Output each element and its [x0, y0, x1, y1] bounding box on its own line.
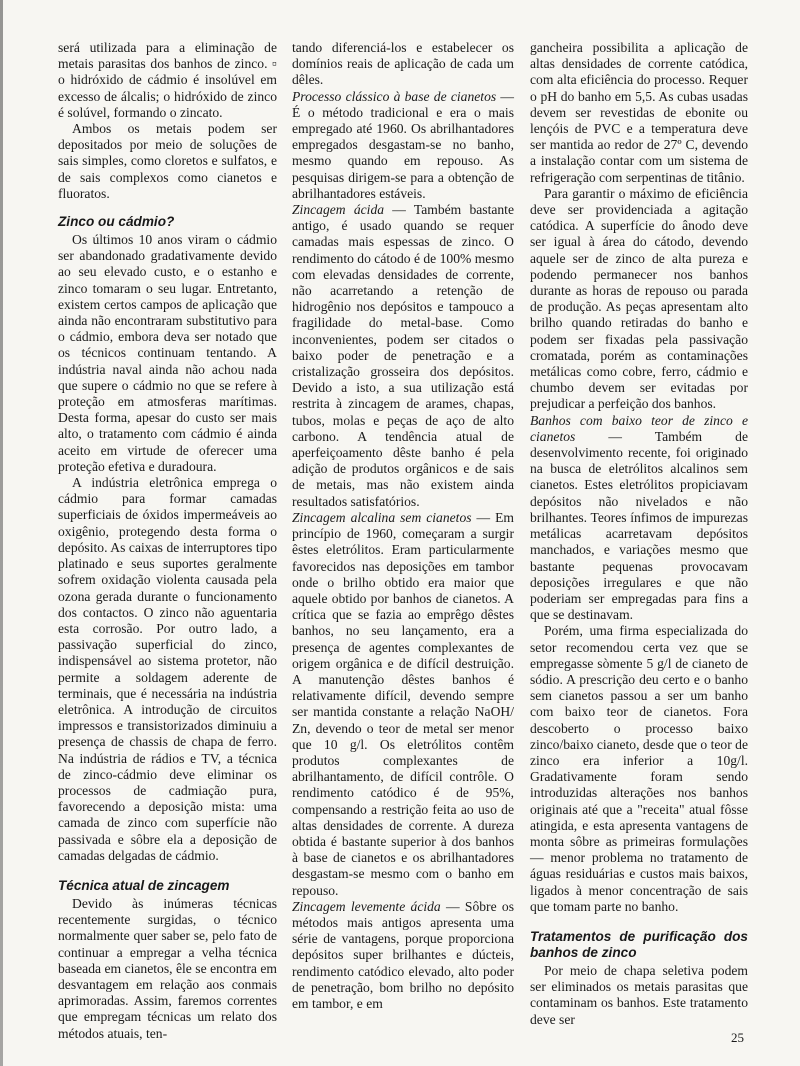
subsection-title: Banhos com baixo teor de zinco e cianetos: [530, 412, 748, 444]
scan-edge: [0, 0, 3, 1066]
paragraph-text: — É o método tradicional e era o mais empregado até 1960. Os abrilhantadores empregados desgastam-se no banho, mesmo quando em repouso. As pesquisas dirigem-se para a obtenção de abrilhantadores estáveis.: [292, 88, 514, 201]
paragraph: A indústria eletrônica emprega o cádmio para formar camadas superficiais de óxidos impermeáveis ao oxigênio, protegendo desta forma o depósito. As caixas de interruptores tipo platinado e seus suportes geralmente sofrem oxidação violenta causada pela ozona gerada durante o funcionamento dos contactos. O zinco não aguentaria esta corrosão. Por outro lado, a passivação superficial do zinco, indispensável ao sistema protetor, não permite a soldagem aderente de terminais, que é necessária na indústria eletrônica. A introdução de circuitos impressos e transistorizados diminuiu a presença de chassis de chapa de ferro. Na indústria de rádios e TV, a técnica de zinco-cádmio deve eliminar os processos de cadmiação pura, favorecendo a deposição mista: uma camada de zinco com superfície não passivada e sôbre ela a deposição de camadas delgadas de cádmio.: [58, 475, 277, 863]
paragraph: tando diferenciá-los e estabelecer os domínios reais de aplicação de cada um dêles.: [292, 40, 514, 88]
section-heading: Técnica atual de zincagem: [58, 877, 230, 893]
column-3: [530, 40, 748, 1028]
paragraph: Por meio de chapa seletiva podem ser eliminados os metais parasitas que contaminam os banhos. Este tratamento deve ser: [530, 962, 748, 1027]
column-1: [58, 40, 277, 1042]
paragraph-text: — Sôbre os métodos mais antigos apresenta uma série de vantagens, porque proporciona depósitos super brilhantes e dúcteis, rendimento catódico elevado, alto poder de penetração, bom brilho no depósito em tambor, e em: [292, 898, 514, 1011]
paragraph-text: — Também bastante antigo, é usado quando se requer camadas mais espessas de zinco. O rendimento do cátodo é de 100% mesmo com elevadas densidades de corrente, não acarretando a retenção de hidrogênio nos depósitos e tampouco a fragilidade do metal-base. Como inconvenientes, podem ser citados o baixo poder de penetração e a cristalização grosseira dos depósitos. Devido a isto, a sua utilização está restrita à zincagem de arames, chapas, tubos, molas e peças de aço de alto carbono. A tendência atual de aperfeiçoamento dêste banho é pela adição de produtos orgânicos e de sais de metais, mas não existem ainda resultados satisfatórios.: [292, 202, 514, 509]
page-number: 25: [731, 1030, 744, 1045]
paragraph: Porém, uma firma especializada do setor recomendou certa vez que se empregasse sòmente 5 g/l de cianeto de sódio. A prescrição deu certo e o banho sem cianetos passou a ser um banho com baixo teor de cianetos. Fora descoberto o processo baixo zinco/baixo cianeto, desde que o teor de zinco era inferior a 10g/l. Gradativamente foram sendo introduzidas alterações nos banhos originais até que a "receita" atual fôsse atingida, e esta apresenta vantagens de monta sôbre as primeiras formulações — menor problema no tratamento de águas residuárias e custos mais baixos, ligados à menor concentração de sais que tomam parte no banho.: [530, 623, 748, 914]
section-heading: Tratamentos de purificação dos banhos de zinco: [530, 928, 748, 960]
paragraph: gancheira possibilita a aplicação de altas densidades de corrente catódica, com alta eficiência do processo. Requer o pH do banho em 5,5. As cubas usadas devem ser revestidas de ebonite ou lençóis de PVC e a temperatura deve ser mantida ao redor de 27º C, devendo a instalação contar com um sistema de refrigeração com serpentinas de titânio.: [530, 40, 748, 185]
subsection-title: Processo clássico à base de cianetos: [292, 88, 497, 104]
subsection-title: Zincagem levemente ácida: [292, 898, 441, 914]
paragraph: [292, 510, 514, 899]
paragraph: [530, 413, 748, 624]
paragraph: Para garantir o máximo de eficiência deve ser providenciada a agitação catódica. A superfície do ânodo deve ser igual à área do cátodo, devendo aquele ser de zinco de alta pureza e podendo permanecer nos banhos durante as horas de repouso ou parada de produção. As peças apresentam alto brilho quando retiradas do banho e podem ser fixadas pela passivação cromatada, porém as contaminações metálicas como cobre, ferro, cádmio e chumbo devem ser evitadas por prejudicar a perfeição dos banhos.: [530, 185, 748, 412]
paragraph-text: — Também de desenvolvimento recente, foi originado na busca de eletrólitos alcalinos sem cianetos. Estes eletrólitos propiciavam depósitos não nivelados e não brilhantes. Teores ínfimos de impurezas metálicas acarretavam depósitos manchados, e variações mesmo que bastante pequenas provocavam deposições irregulares e que não poderiam ser empregadas para fins a que se destinavam.: [530, 428, 748, 623]
paragraph-text: — Em princípio de 1960, começaram a surgir êstes eletrólitos. Eram particularmente favorecidos nas deposições em tambor onde o brilho obtido era maior que aquele obtido por banhos de cianetos. A crítica que se fazia ao emprêgo dêstes banhos, no seu lançamento, era a presença de agentes complexantes de origem orgânica e de difícil destruição. A manutenção dêstes banhos é relativamente difícil, devendo sempre ser mantida constante a relação NaOH/ Zn, devendo o teor de metal ser menor que 10 g/l. Os eletrólitos contêm produtos complexantes de abrilhantamento, de difícil contrôle. O rendimento catódico é de 95%, compensando a restrição feita ao uso de altas densidades de corrente. A dureza obtida é bastante superior à dos banhos à base de cianetos e os abrilhantadores desgastam-se mesmo com o banho em repouso.: [292, 509, 514, 898]
column-2: [292, 40, 514, 1012]
subsection-title: Zincagem alcalina sem cianetos: [292, 509, 472, 525]
paragraph: será utilizada para a eliminação de metais parasitas dos banhos de zinco. ▫ o hidróxido de cádmio é insolúvel em excesso de álcalis; o hidróxido de zinco é solúvel, formando o zincato.: [58, 40, 277, 120]
section-heading: Zinco ou cádmio?: [58, 214, 175, 230]
paragraph: Os últimos 10 anos viram o cádmio ser abandonado gradativamente devido ao seu elevado custo, e o estanho e zinco tomaram o seu lugar. Entretanto, existem certos campos de aplicação que ainda não encontraram substitutivo para o cádmio, embora deva ser notado que os técnicos continuam tentando. A indústria naval ainda não achou nada que supere o cádmio no que se refere à proteção em atmosferas marítimas. Desta forma, apesar do custo ser mais alto, o tratamento com cádmio é ainda aceito em virtude de oferecer uma proteção efetiva e duradoura.: [58, 232, 277, 474]
paragraph: Devido às inúmeras técnicas recentemente surgidas, o técnico normalmente quer saber se, pelo fato de continuar a empregar a velha técnica baseada em cianetos, êle se encontra em desvantagem em relação aos conmais aprimoradas. Assim, faremos correntes que empregam técnicas um relato dos métodos atuais, ten-: [58, 895, 277, 1041]
subsection-title: Zincagem ácida: [292, 202, 385, 218]
paragraph: [292, 899, 514, 1012]
paragraph: [292, 89, 514, 202]
paragraph: Ambos os metais podem ser depositados por meio de soluções de sais simples, como cloretos e sulfatos, e de sais complexos como cianetos e fluoratos.: [58, 121, 277, 201]
paragraph: [292, 202, 514, 510]
